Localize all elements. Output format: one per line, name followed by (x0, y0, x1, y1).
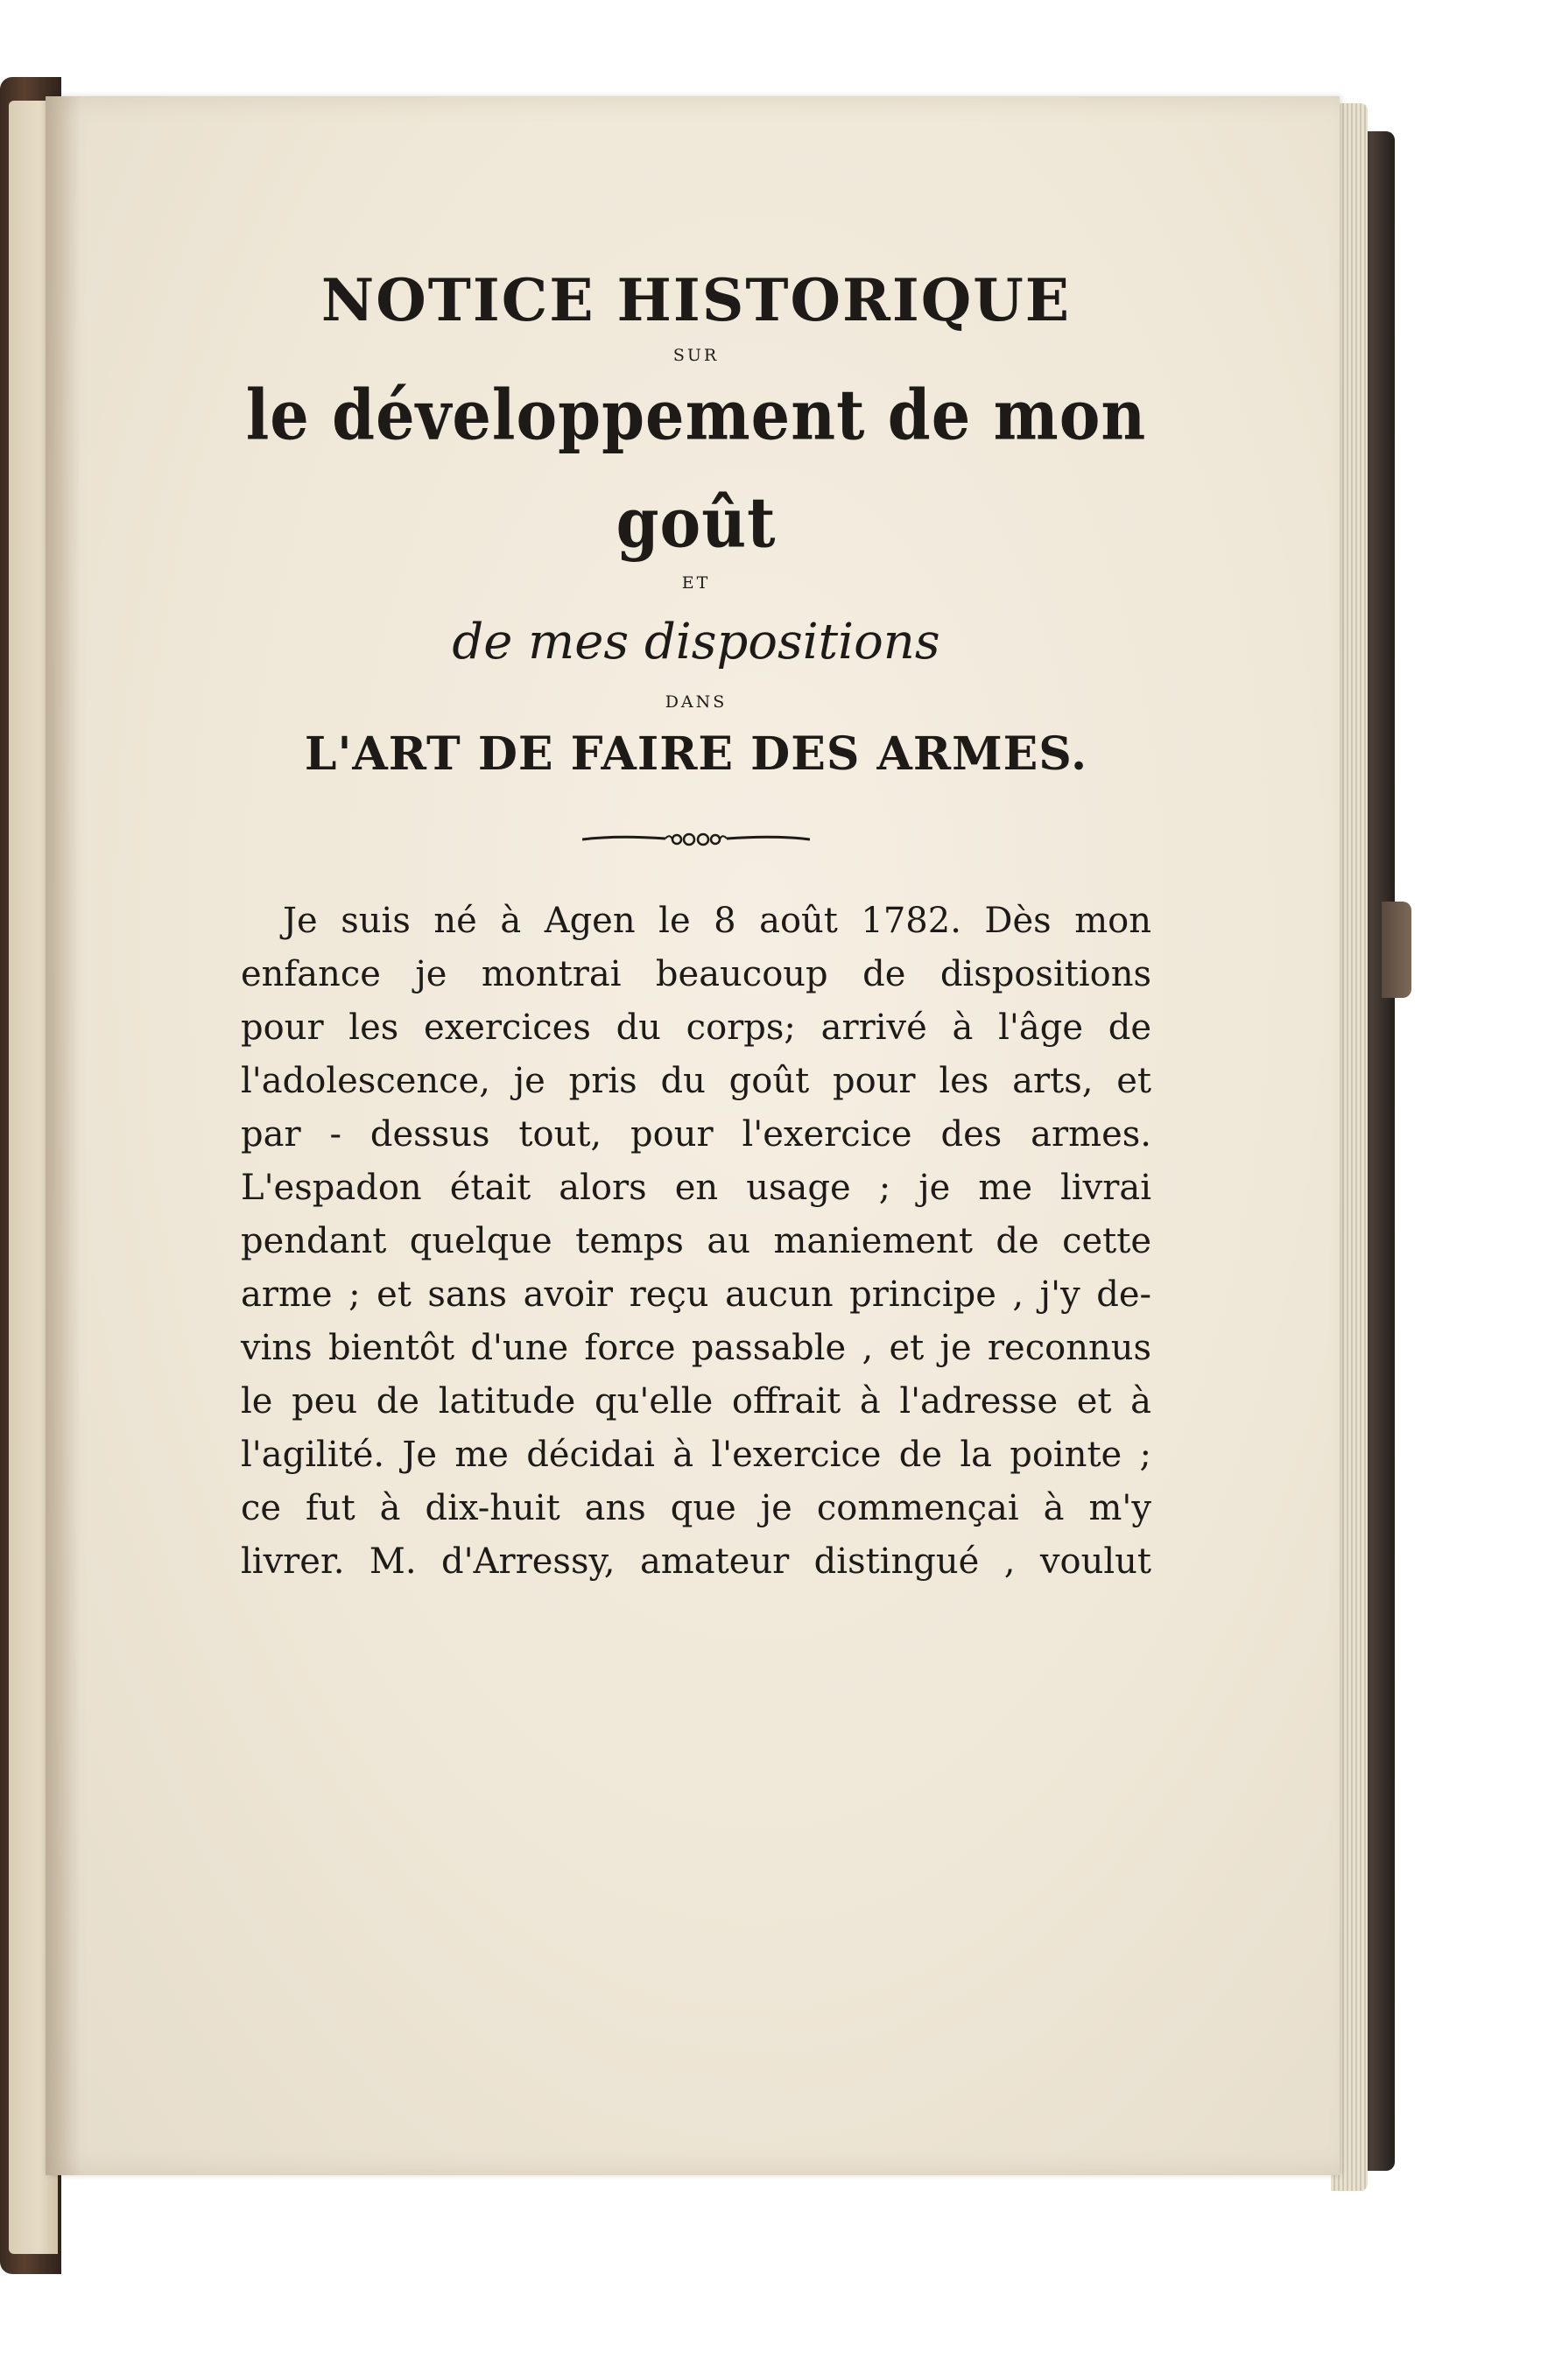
body-line: le peu de latitude qu'elle offrait à l'adresse et à (241, 1381, 1151, 1422)
body-line: L'espadon était alors en usage ; je me livrai (241, 1168, 1151, 1208)
title-word-dans: DANS (665, 692, 728, 712)
page-text-block (241, 263, 1151, 1589)
title-block (241, 263, 1151, 790)
title-word-sur: SUR (672, 346, 720, 365)
body-line: pendant quelque temps au maniement de cette (241, 1221, 1151, 1261)
body-line: ce fut à dix-huit ans que je commençai à m'y (241, 1488, 1151, 1528)
ornament-divider-icon (582, 828, 810, 851)
title-line-2: le développement de mon goût (245, 374, 1147, 564)
body-line: Je suis né à Agen le 8 août 1782. Dès mon (283, 901, 1151, 941)
ornament-divider (241, 828, 1151, 851)
body-line: arme ; et sans avoir reçu aucun principe , j'y de- (241, 1274, 1151, 1315)
title-word-et: ET (681, 573, 711, 593)
gutter-shadow (46, 96, 81, 2175)
body-paragraph (241, 895, 1151, 1589)
body-line: par - dessus tout, pour l'exercice des armes. (241, 1114, 1151, 1155)
title-line-1: NOTICE HISTORIQUE (320, 266, 1072, 334)
body-line: livrer. M. d'Arressy, amateur distingué , voulut (241, 1541, 1151, 1582)
body-line: l'agilité. Je me décidai à l'exercice de la pointe ; (241, 1435, 1151, 1475)
cover-clasp (1382, 902, 1411, 998)
title-line-4: L'ART DE FAIRE DES ARMES. (304, 727, 1088, 781)
body-line: vins bientôt d'une force passable , et je reconnus (241, 1328, 1151, 1368)
body-line: pour les exercices du corps; arrivé à l'âge de (241, 1007, 1151, 1048)
body-line: enfance je montrai beaucoup de dispositions (241, 954, 1151, 994)
body-line: l'adolescence, je pris du goût pour les arts, et (241, 1061, 1151, 1101)
title-line-3: de mes dispositions (452, 614, 940, 670)
